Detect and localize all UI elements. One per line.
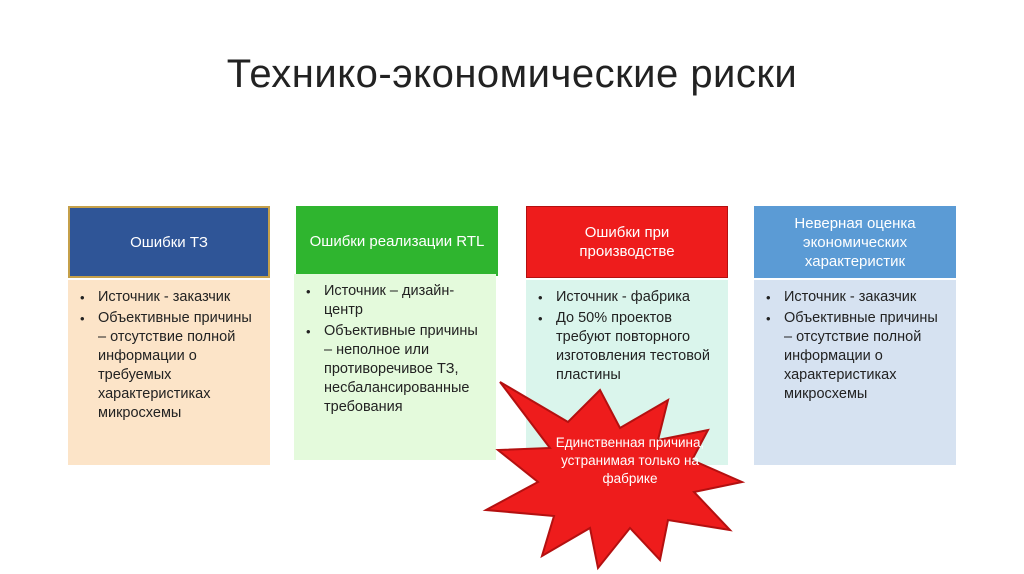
list-item: • До 50% проектов требуют повторного изготовления тестовой пластины xyxy=(548,309,720,385)
bullet-list xyxy=(762,288,948,404)
list-item: • Источник - заказчик xyxy=(776,288,948,307)
column-body-economic-estimate xyxy=(754,280,956,465)
slide-title: Технико-экономические риски xyxy=(226,52,798,96)
column-header-label: Ошибки реализации RTL xyxy=(309,232,485,250)
list-item: • Источник - заказчик xyxy=(90,288,262,307)
column-body-rtl-errors xyxy=(294,274,496,460)
column-header-tz-errors xyxy=(68,206,270,278)
list-item: • Объективные причины – отсутствие полной информации о требуемых характеристиках микросхемы xyxy=(90,309,262,423)
list-item: • Объективные причины – неполное или противоречивое ТЗ, несбалансированные требования xyxy=(316,322,488,417)
column-header-economic-estimate xyxy=(754,206,956,278)
list-item: • Объективные причины – отсутствие полной информации о характеристиках микросхемы xyxy=(776,309,948,404)
column-body-tz-errors xyxy=(68,280,270,465)
bullet-list xyxy=(76,288,262,423)
list-item: • Источник - фабрика xyxy=(548,288,720,307)
column-header-label: Неверная оценка экономических характеристик xyxy=(794,214,916,270)
column-header-label: Ошибки ТЗ xyxy=(130,233,208,251)
column-header-label: Ошибки при производстве xyxy=(579,224,675,260)
list-item: • Источник – дизайн-центр xyxy=(316,282,488,320)
column-header-production-errors xyxy=(526,206,728,278)
burst-callout-text: Единственная причина, устранимая только на фабрике xyxy=(555,435,705,486)
bullet-list xyxy=(302,282,488,417)
column-header-rtl-errors xyxy=(296,206,498,276)
